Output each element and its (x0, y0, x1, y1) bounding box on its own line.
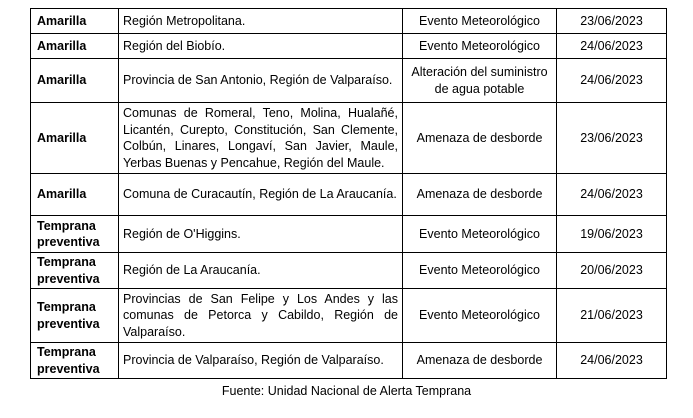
alert-level: Amarilla (31, 174, 119, 216)
event-type: Evento Meteorológico (403, 9, 557, 34)
alert-region: Región de O'Higgins. (119, 216, 403, 253)
alert-date: 24/06/2023 (557, 34, 667, 59)
alert-region: Comuna de Curacautín, Región de La Araucanía. (119, 174, 403, 216)
event-type: Amenaza de desborde (403, 174, 557, 216)
alert-region: Región de La Araucanía. (119, 253, 403, 289)
alerts-table (30, 8, 667, 379)
alert-date: 23/06/2023 (557, 103, 667, 174)
alert-region: Región Metropolitana. (119, 9, 403, 34)
table-row (31, 34, 667, 59)
event-type: Evento Meteorológico (403, 216, 557, 253)
alert-level: Amarilla (31, 59, 119, 103)
table-row (31, 174, 667, 216)
alert-region: Provincias de San Felipe y Los Andes y las comunas de Petorca y Cabildo, Región de Valparaíso. (119, 289, 403, 343)
table-row (31, 216, 667, 253)
alert-level: Amarilla (31, 34, 119, 59)
alert-level: Amarilla (31, 103, 119, 174)
alert-date: 24/06/2023 (557, 174, 667, 216)
alert-region: Provincia de San Antonio, Región de Valparaíso. (119, 59, 403, 103)
table-row (31, 253, 667, 289)
alert-date: 21/06/2023 (557, 289, 667, 343)
alert-region: Provincia de Valparaíso, Región de Valparaíso. (119, 343, 403, 379)
event-type: Evento Meteorológico (403, 253, 557, 289)
table-row (31, 343, 667, 379)
alert-level: Temprana preventiva (31, 253, 119, 289)
table-row (31, 9, 667, 34)
source-caption: Fuente: Unidad Nacional de Alerta Temprana (221, 384, 472, 398)
table-row (31, 103, 667, 174)
alert-date: 24/06/2023 (557, 343, 667, 379)
event-type: Amenaza de desborde (403, 343, 557, 379)
alert-level: Temprana preventiva (31, 343, 119, 379)
alert-level: Temprana preventiva (31, 216, 119, 253)
alert-region: Comunas de Romeral, Teno, Molina, Hualañé, Licantén, Curepto, Constitución, San Clemente, Colbún, Linares, Longaví, San Javier, Maule, Yerbas Buenas y Pencahue, Región del Maule. (119, 103, 403, 174)
alert-level: Temprana preventiva (31, 289, 119, 343)
alert-date: 20/06/2023 (557, 253, 667, 289)
alert-level: Amarilla (31, 9, 119, 34)
event-type: Amenaza de desborde (403, 103, 557, 174)
alert-date: 24/06/2023 (557, 59, 667, 103)
event-type: Alteración del suministro de agua potable (403, 59, 557, 103)
table-row (31, 59, 667, 103)
event-type: Evento Meteorológico (403, 34, 557, 59)
event-type: Evento Meteorológico (403, 289, 557, 343)
alert-date: 23/06/2023 (557, 9, 667, 34)
alert-region: Región del Biobío. (119, 34, 403, 59)
table-row (31, 289, 667, 343)
alert-date: 19/06/2023 (557, 216, 667, 253)
